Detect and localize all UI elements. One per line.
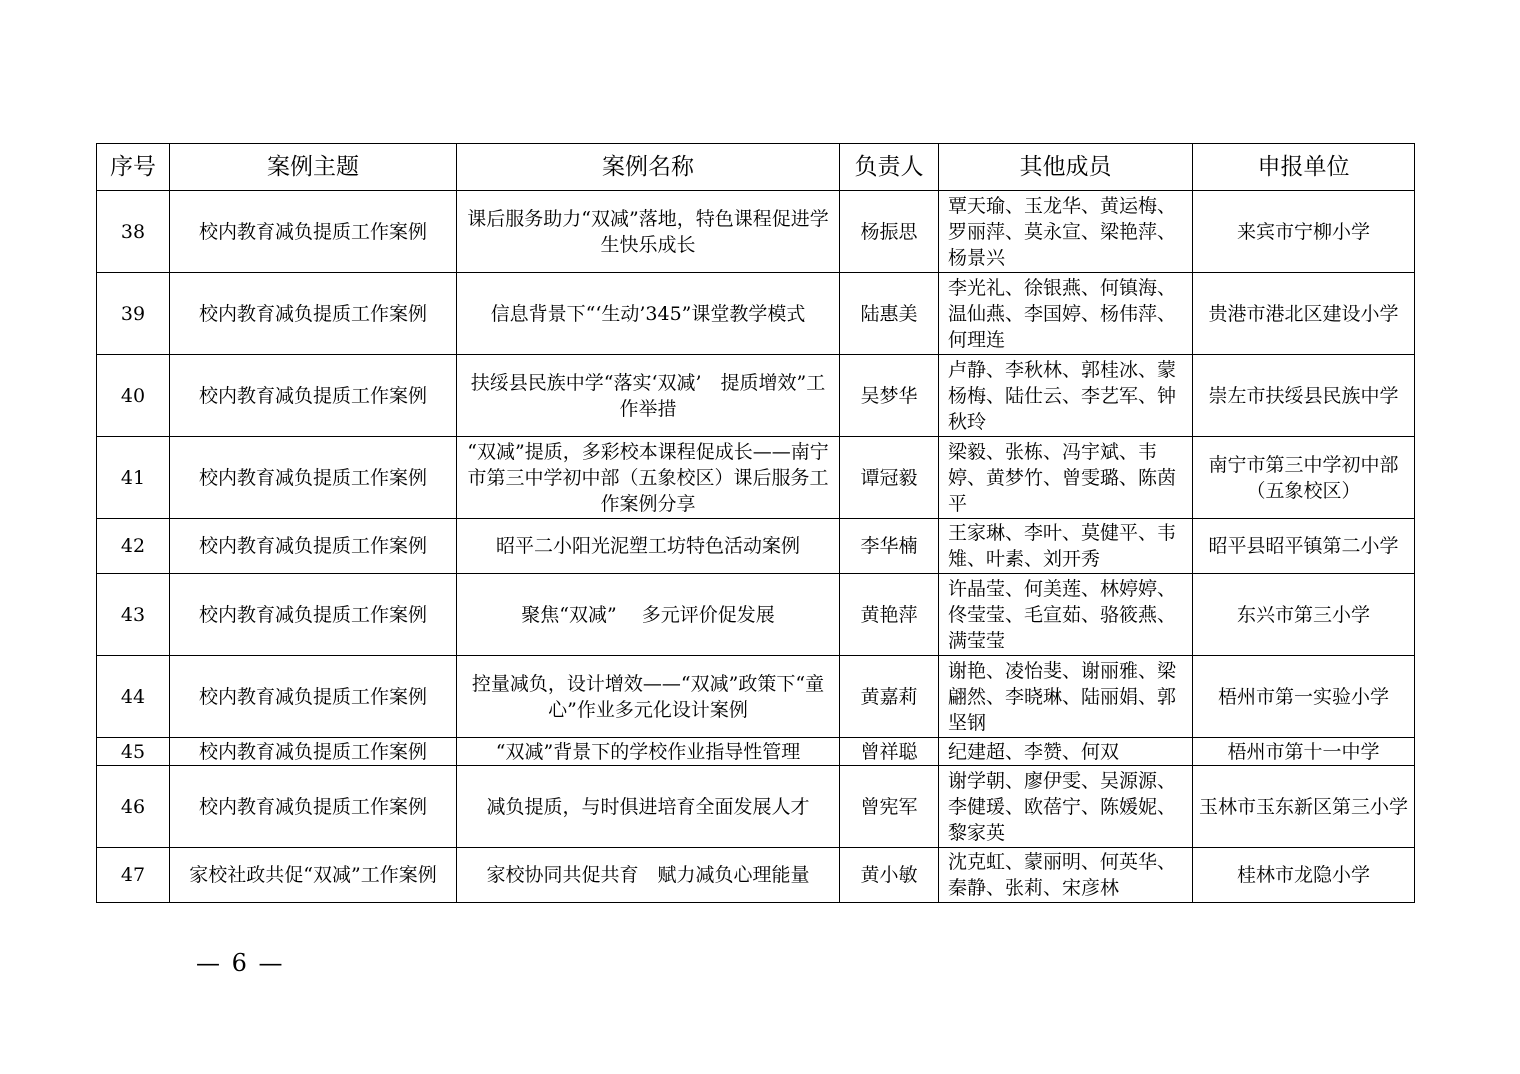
cell-leader: 陆惠美 [840, 273, 939, 355]
cell-unit: 南宁市第三中学初中部（五象校区） [1193, 437, 1415, 519]
cell-members: 梁毅、张栋、冯宇斌、韦婷、黄梦竹、曾雯璐、陈茵平 [939, 437, 1193, 519]
cell-serial: 46 [97, 766, 170, 848]
cell-unit: 贵港市港北区建设小学 [1193, 273, 1415, 355]
cell-members: 许晶莹、何美莲、林婷婷、佟莹莹、毛宣茹、骆筱燕、满莹莹 [939, 574, 1193, 656]
cell-case-name: 减负提质，与时俱进培育全面发展人才 [457, 766, 840, 848]
cell-leader: 曾宪军 [840, 766, 939, 848]
cell-members: 卢静、李秋林、郭桂冰、蒙杨梅、陆仕云、李艺军、钟秋玲 [939, 355, 1193, 437]
cell-theme: 校内教育减负提质工作案例 [170, 519, 457, 574]
cell-theme: 家校社政共促“双减”工作案例 [170, 848, 457, 903]
cell-theme: 校内教育减负提质工作案例 [170, 191, 457, 273]
cell-members: 纪建超、李赞、何双 [939, 738, 1193, 766]
cell-unit: 桂林市龙隐小学 [1193, 848, 1415, 903]
cell-theme: 校内教育减负提质工作案例 [170, 656, 457, 738]
cell-serial: 40 [97, 355, 170, 437]
header-leader: 负责人 [840, 144, 939, 191]
cell-members: 谢学朝、廖伊雯、吴源源、李健瑗、欧蓓宁、陈媛妮、黎家英 [939, 766, 1193, 848]
cell-members: 沈克虹、蒙丽明、何英华、秦静、张莉、宋彦林 [939, 848, 1193, 903]
table-header-row [97, 144, 1415, 191]
cell-case-name: 家校协同共促共育 赋力减负心理能量 [457, 848, 840, 903]
header-case-name: 案例名称 [457, 144, 840, 191]
table-row [97, 656, 1415, 738]
cell-leader: 李华楠 [840, 519, 939, 574]
header-theme: 案例主题 [170, 144, 457, 191]
table-row [97, 273, 1415, 355]
cell-serial: 44 [97, 656, 170, 738]
cell-theme: 校内教育减负提质工作案例 [170, 273, 457, 355]
page-number: — 6 — [196, 949, 285, 977]
cell-case-name: 聚焦“双减” 多元评价促发展 [457, 574, 840, 656]
table-row [97, 355, 1415, 437]
cell-members: 谢艳、凌怡斐、谢丽雅、梁翩然、李晓琳、陆丽娟、郭坚钢 [939, 656, 1193, 738]
table-row [97, 738, 1415, 766]
cell-case-name: 课后服务助力“双减”落地，特色课程促进学生快乐成长 [457, 191, 840, 273]
cell-serial: 47 [97, 848, 170, 903]
cell-serial: 43 [97, 574, 170, 656]
cell-theme: 校内教育减负提质工作案例 [170, 574, 457, 656]
cell-theme: 校内教育减负提质工作案例 [170, 766, 457, 848]
cell-unit: 梧州市第一实验小学 [1193, 656, 1415, 738]
cell-members: 覃天瑜、玉龙华、黄运梅、罗丽萍、莫永宣、梁艳萍、杨景兴 [939, 191, 1193, 273]
table-row [97, 574, 1415, 656]
cell-unit: 梧州市第十一中学 [1193, 738, 1415, 766]
cell-leader: 黄艳萍 [840, 574, 939, 656]
table-row [97, 766, 1415, 848]
cell-unit: 玉林市玉东新区第三小学 [1193, 766, 1415, 848]
table-row [97, 848, 1415, 903]
header-serial: 序号 [97, 144, 170, 191]
cell-leader: 谭冠毅 [840, 437, 939, 519]
cell-case-name: 扶绥县民族中学“落实‘双减’ 提质增效”工作举措 [457, 355, 840, 437]
table-row [97, 191, 1415, 273]
cell-unit: 来宾市宁柳小学 [1193, 191, 1415, 273]
cell-case-name: 昭平二小阳光泥塑工坊特色活动案例 [457, 519, 840, 574]
table-row [97, 437, 1415, 519]
table-row [97, 519, 1415, 574]
cell-serial: 39 [97, 273, 170, 355]
cell-leader: 吴梦华 [840, 355, 939, 437]
cell-serial: 41 [97, 437, 170, 519]
cell-serial: 38 [97, 191, 170, 273]
cell-leader: 杨振思 [840, 191, 939, 273]
cell-theme: 校内教育减负提质工作案例 [170, 437, 457, 519]
header-members: 其他成员 [939, 144, 1193, 191]
cell-members: 王家琳、李叶、莫健平、韦雉、叶素、刘开秀 [939, 519, 1193, 574]
cell-leader: 黄嘉莉 [840, 656, 939, 738]
cell-theme: 校内教育减负提质工作案例 [170, 738, 457, 766]
cell-serial: 42 [97, 519, 170, 574]
cell-case-name: 控量减负，设计增效——“双减”政策下“童心”作业多元化设计案例 [457, 656, 840, 738]
cell-case-name: “双减”背景下的学校作业指导性管理 [457, 738, 840, 766]
cell-case-name: “双减”提质，多彩校本课程促成长——南宁市第三中学初中部（五象校区）课后服务工作案例分享 [457, 437, 840, 519]
cell-serial: 45 [97, 738, 170, 766]
cell-unit: 崇左市扶绥县民族中学 [1193, 355, 1415, 437]
cell-leader: 黄小敏 [840, 848, 939, 903]
cell-theme: 校内教育减负提质工作案例 [170, 355, 457, 437]
cell-case-name: 信息背景下“‘生动’345”课堂教学模式 [457, 273, 840, 355]
cell-leader: 曾祥聪 [840, 738, 939, 766]
cell-unit: 昭平县昭平镇第二小学 [1193, 519, 1415, 574]
case-list-table [96, 143, 1415, 903]
cell-unit: 东兴市第三小学 [1193, 574, 1415, 656]
header-unit: 申报单位 [1193, 144, 1415, 191]
cell-members: 李光礼、徐银燕、何镇海、温仙燕、李国婷、杨伟萍、何理连 [939, 273, 1193, 355]
